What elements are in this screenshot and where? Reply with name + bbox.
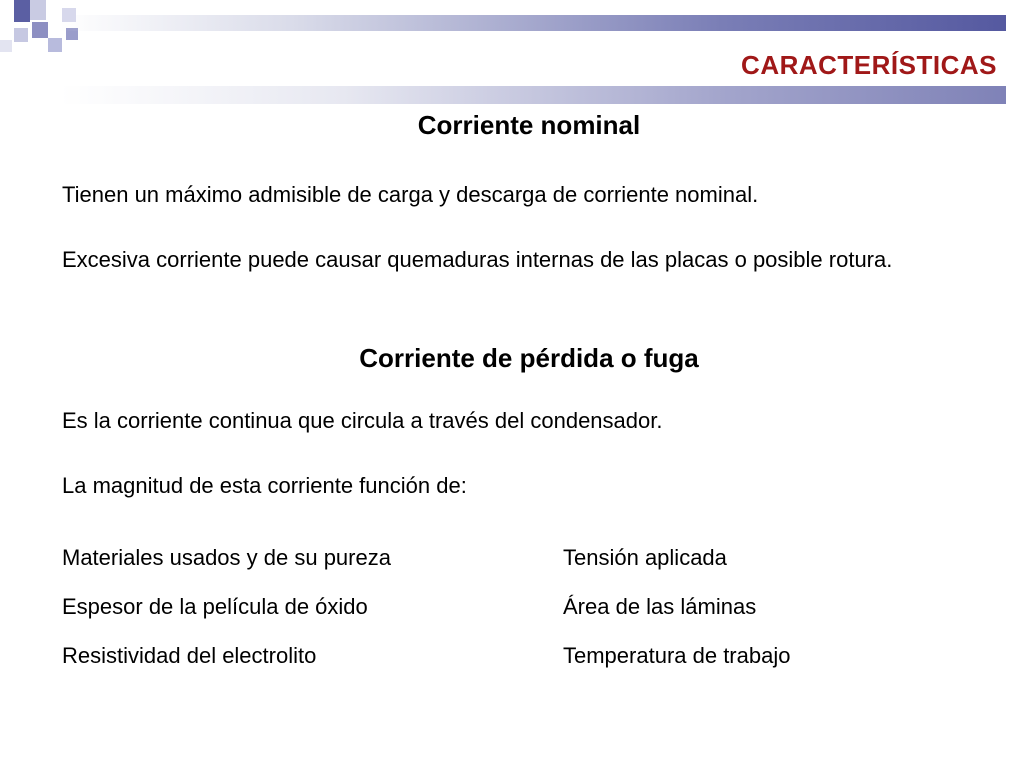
- slide-title: CARACTERÍSTICAS: [741, 50, 997, 80]
- header-underline-bar: [60, 86, 1006, 104]
- factor-left-item: Materiales usados y de su pureza: [62, 545, 391, 570]
- factor-left-item: Resistividad del electrolito: [62, 643, 317, 668]
- decor-square: [14, 0, 30, 22]
- paragraph-nominal-1: Tienen un máximo admisible de carga y descarga de corriente nominal.: [62, 182, 759, 207]
- paragraph-fuga-2: La magnitud de esta corriente función de:: [62, 473, 467, 498]
- header-gradient-bar: [60, 15, 1006, 31]
- factor-left-item: Espesor de la película de óxido: [62, 594, 368, 619]
- decor-square: [30, 0, 46, 20]
- section-heading-nominal: Corriente nominal: [417, 110, 641, 140]
- decor-square: [32, 22, 48, 38]
- decor-square: [48, 38, 62, 52]
- factor-right-item: Tensión aplicada: [563, 545, 727, 570]
- paragraph-nominal-2: Excesiva corriente puede causar quemaduras internas de las placas o posible rotura.: [62, 247, 893, 272]
- paragraph-fuga-1: Es la corriente continua que circula a través del condensador.: [62, 408, 663, 433]
- factor-right-item: Temperatura de trabajo: [563, 643, 791, 668]
- decor-square: [0, 40, 12, 52]
- section-heading-fuga: Corriente de pérdida o fuga: [359, 343, 699, 373]
- factor-right-item: Área de las láminas: [563, 594, 757, 619]
- decor-square: [14, 28, 28, 42]
